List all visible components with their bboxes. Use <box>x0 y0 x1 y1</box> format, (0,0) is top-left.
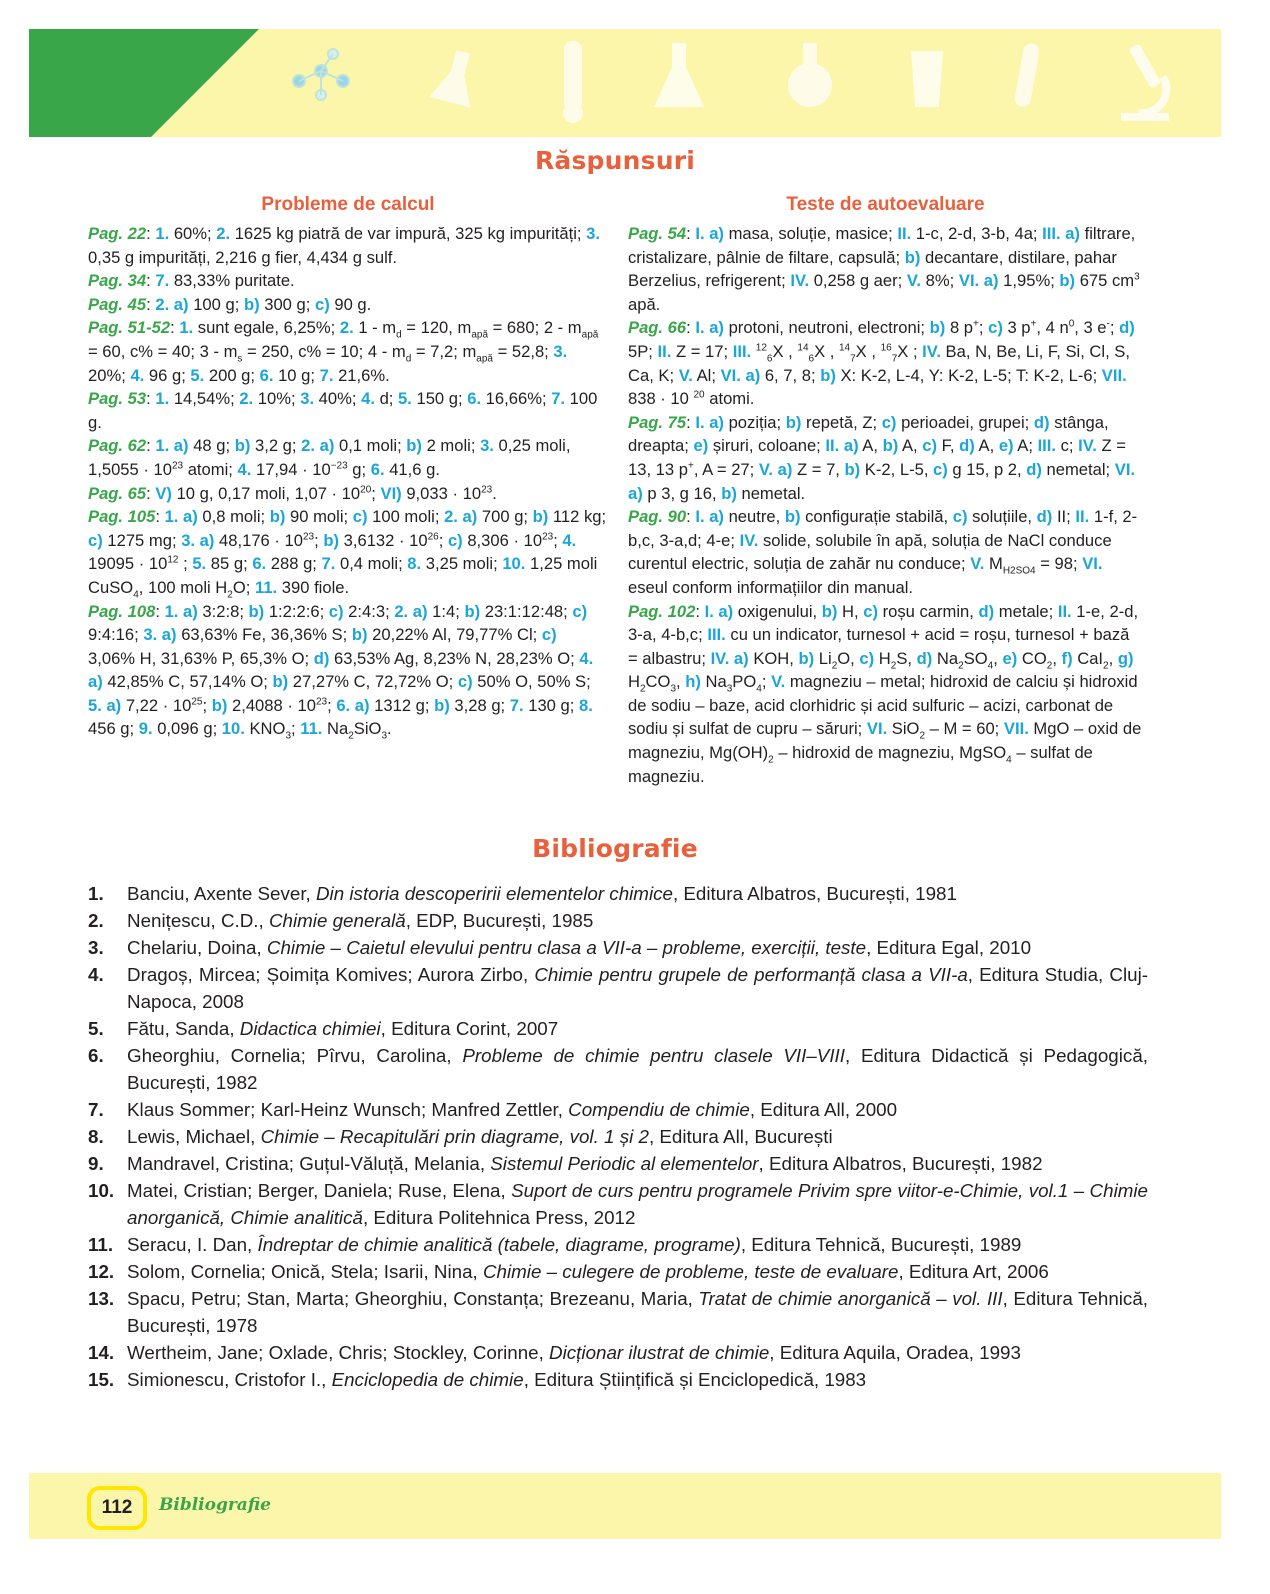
answer-block: Pag. 54: I. a) masa, soluție, masice; II. 1-c, 2-d, 3-b, 4a; III. a) filtrare, cristalizare, pâlnie de filtare, capsulă; b) decantare, distilare, pahar Berzelius, refrigerent; IV. 0,258 g aer; V. 8%; VI. a) 1,95%; b) 675 $cm^3$ apă. <box>628 224 1140 314</box>
bibliography-item-number: 8. <box>88 1126 104 1147</box>
green-corner-shape <box>29 29 259 137</box>
bibliography-item-publisher: , Editura Studia, Cluj-Napoca, 2008 <box>127 964 1148 1012</box>
bibliography-item-publisher: , Editura Aquila, Oradea, 1993 <box>769 1342 1021 1363</box>
bibliography-item-publisher: , Editura Albatros, București, 1982 <box>758 1153 1043 1174</box>
answer-block: Pag. 45: 2. a) 100 g; b) 300 g; c) 90 g. <box>88 294 372 314</box>
bibliography-item <box>88 1258 1148 1285</box>
bibliography-item-title: Didactica chimiei <box>239 1018 381 1039</box>
bibliography-item-number: 14. <box>88 1342 115 1363</box>
bibliography-item-authors: Chelariu, Doina, <box>127 937 267 958</box>
bibliography-item-number: 6. <box>88 1045 104 1066</box>
bibliography-item-number: 1. <box>88 883 104 904</box>
subtitle-probleme-de-calcul: Probleme de calcul <box>261 194 435 215</box>
answer-block: Pag. 102: I. a) oxigenului, b) H, c) roșu carmin, d) metale; II. 1-e, 2-d, 3-a, 4-b,c; III. cu un indicator, turnesol + acid = roșu, turnesol + bază = albastru; IV. a) KOH, b) $Li_2O$, c) $H_2S$, d) $Na_2SO_4$, e) $CO_2$, f) CaI$_2$, g) $H_2CO_3$, h) $Na_3PO_4$; V. magneziu – metal; hidroxid de calciu și hidroxid de sodiu – baze, acid clorhidric și acid sulfuric – acizi, carbonat de sodiu și sulfat de cupru – săruri; VI. SiO$_2$ – M = 60; VII. MgO – oxid de magneziu, $Mg(OH)_2$ – hidroxid de magneziu, MgSO$_4$ – sulfat de magneziu. <box>628 601 1142 786</box>
bibliography-item-title: Chimie pentru grupele de performanță clasa a VII-a <box>534 964 968 985</box>
bibliography-item <box>88 1015 1148 1042</box>
bibliography-item-number: 11. <box>88 1234 114 1255</box>
bibliography-item-title: Compendiu de chimie <box>568 1099 750 1120</box>
bibliography-item <box>88 1285 1148 1339</box>
bibliography-item-title: Tratat de chimie anorganică – vol. III <box>698 1288 1003 1309</box>
bibliography-item-authors: Banciu, Axente Sever, <box>127 883 316 904</box>
bibliography-item-authors: Mandravel, Cristina; Guțul-Văluță, Melania, <box>127 1153 491 1174</box>
microscope-icon <box>1121 43 1169 121</box>
thermometer-icon <box>563 41 583 123</box>
bibliography-item-number: 12. <box>88 1261 115 1282</box>
bibliography-item-number: 13. <box>88 1288 115 1309</box>
bibliography-item-title: Probleme de chimie pentru clasele VII–VIII <box>462 1045 845 1066</box>
bibliography-item-authors: Wertheim, Jane; Oxlade, Chris; Stockley, Corinne, <box>127 1342 550 1363</box>
lab-icons-strip <box>259 29 1221 137</box>
bibliography-item-authors: Klaus Sommer; Karl-Heinz Wunsch; Manfred Zettler, <box>127 1099 569 1120</box>
bibliography-item-authors: Simionescu, Cristofor I., <box>127 1369 332 1390</box>
answer-block: Pag. 53: 1. 14,54%; 2. 10%; 3. 40%; 4. d; 5. 150 g; 6. 16,66%; 7. 100 g. <box>88 389 598 432</box>
bibliography-item-publisher: , Editura Tehnică, București, 1978 <box>127 1288 1148 1336</box>
answer-block: Pag. 22: 1. 60%; 2. 1625 kg piatră de var impură, 325 kg impurități; 3. 0,35 g impurități, 2,216 g fier, 4,434 g sulf. <box>88 224 600 267</box>
bibliography-item-publisher: , Editura All, București <box>648 1126 833 1147</box>
bibliography-item-title: Chimie generală <box>268 910 406 931</box>
bibliography-item-authors: Seracu, I. Dan, <box>127 1234 258 1255</box>
bibliography-item-title: Chimie – Caietul elevului pentru clasa a VII-a – probleme, exerciții, teste <box>266 937 867 958</box>
bibliography-item-authors: Dragoș, Mircea; Șoimița Komives; Aurora Zirbo, <box>127 964 535 985</box>
bibliography-item-publisher: , Editura Corint, 2007 <box>380 1018 559 1039</box>
bibliography-item-number: 2. <box>88 910 104 931</box>
answer-block: Pag. 34: 7. 83,33% puritate. <box>88 271 295 291</box>
bibliography-item-number: 3. <box>88 937 104 958</box>
bibliography-item-number: 5. <box>88 1018 104 1039</box>
bibliography-item-title: Sistemul Periodic al elementelor <box>490 1153 759 1174</box>
bibliography-item <box>88 880 1148 907</box>
page-number: 112 <box>87 1486 147 1530</box>
molecule-icon <box>293 49 349 100</box>
bibliography-item <box>88 907 1148 934</box>
page-title: Răspunsuri <box>534 146 696 175</box>
bibliography-item-authors: Solom, Cornelia; Onică, Stela; Isarii, Nina, <box>127 1261 483 1282</box>
bibliography-item-title: Dicționar ilustrat de chimie <box>549 1342 770 1363</box>
bibliography-item <box>88 934 1148 961</box>
bibliography-item-title: Chimie – culegere de probleme, teste de evaluare <box>482 1261 899 1282</box>
answer-block: Pag. 108: 1. a) 3:2:8; b) 1:2:2:6; c) 2:4:3; 2. a) 1:4; b) 23:1:12:48; c) 9:4:16; 3. a) 63,63% Fe, 36,36% S; b) 20,22% Al, 79,77% Cl; c) 3,06% H, 31,63% P, 65,3% O; d) 63,53% Ag, 8,23% N, 28,23% O; 4. a) 42,85% C, 57,14% O; b) 27,27% C, 72,72% O; c) 50% O, 50% S; 5. a) $7,22 \cdot 10^{25}$; b) $2,4088 \cdot 10^{23}$; 6. a) 1312 g; b) 3,28 g; 7. 130 g; 8. 456 g; 9. 0,096 g; 10. $KNO_3$; 11. $Na_2SiO_3$. <box>88 601 594 742</box>
bibliography-item-publisher: , EDP, București, 1985 <box>405 910 594 931</box>
bibliography-item-title: Suport de curs pentru programele Privim spre viitor-e-Chimie, vol.1 – Chimie anorganică, Chimie analitică <box>127 1180 1149 1228</box>
bibliography-item-number: 4. <box>88 964 104 985</box>
bibliography-list <box>88 880 1148 1393</box>
erlenmeyer-flask-icon <box>654 43 704 107</box>
bibliography-item-authors: Matei, Cristian; Berger, Daniela; Ruse, Elena, <box>127 1180 512 1201</box>
bibliography-item-number: 9. <box>88 1153 104 1174</box>
bibliography-item <box>88 1042 1148 1096</box>
bibliography-item-title: Chimie – Recapitulări prin diagrame, vol. 1 și 2 <box>260 1126 649 1147</box>
footer-section-label: Bibliografie <box>159 1495 272 1515</box>
bibliography-item-publisher: , Editura Art, 2006 <box>898 1261 1049 1282</box>
answer-block: Pag. 105: 1. a) 0,8 moli; b) 90 moli; c) 100 moli; 2. a) 700 g; b) 112 kg; c) 1275 mg; 3. a) $48,176 \cdot 10^{23}$; b) $3,6132 \cdot 10^{26}$; c) $8,306 \cdot 10^{23}$; 4. $19095 \cdot 10^{12}$ ; 5. 85 g; 6. 288 g; 7. 0,4 moli; 8. 3,25 moli; 10. 1,25 moli CuSO$_4$, 100 moli $H_2O$; 11. 390 fiole. <box>88 507 607 601</box>
bibliography-item-publisher: , Editura Albatros, București, 1981 <box>672 883 957 904</box>
bibliography-item <box>88 1366 1148 1393</box>
answer-block: Pag. 51-52: 1. sunt egale, 6,25%; 2. $1 - m_d = 120$, $m_{apă} = 680$; $2 - m_{apă} = 60$, c% = 40; $3 - m_s = 250$, c% = 10; $4 - m_d = 7,2$; $m_{apă} = 52,8$; 3. 20%; 4. 96 g; 5. 200 g; 6. 10 g; 7. 21,6%. <box>88 318 599 385</box>
bibliography-item-authors: Spacu, Petru; Stan, Marta; Gheorghiu, Constanța; Brezeanu, Maria, <box>127 1288 699 1309</box>
bibliography-item-publisher: , Editura Egal, 2010 <box>866 937 1032 958</box>
bibliography-item-title: Din istoria descoperirii elementelor chimice <box>315 883 673 904</box>
answer-block: Pag. 62: 1. a) 48 g; b) 3,2 g; 2. a) 0,1 moli; b) 2 moli; 3. 0,25 moli, $1,5055 \cdot 10^{23}$ atomi; 4. $17,94 \cdot 10^{-23}$ g; 6. 41,6 g. <box>88 436 571 479</box>
answers-right-column <box>628 222 1143 788</box>
bibliography-item <box>88 1096 1148 1123</box>
beaker-icon <box>911 51 943 107</box>
bibliography-item-number: 10. <box>88 1180 115 1201</box>
bibliography-item-authors: Fătu, Sanda, <box>127 1018 240 1039</box>
bibliography-title: Bibliografie <box>532 834 698 863</box>
header-banner <box>29 29 1221 137</box>
bibliography-item <box>88 1231 1148 1258</box>
answer-block: Pag. 75: I. a) poziția; b) repetă, Z; c) perioadei, grupei; d) stânga, dreapta; e) șiruri, coloane; II. a) A, b) A, c) F, d) A, e) A; III. c; IV. Z = 13, 13 p+, A = 27; V. a) Z = 7, b) K-2, L-5, c) g 15, p 2, d) nemetal; VI. a) p 3, g 16, b) nemetal. <box>628 412 1136 503</box>
bibliography-item-publisher: , Editura Politehnica Press, 2012 <box>362 1207 636 1228</box>
bibliography-item-number: 15. <box>88 1369 115 1390</box>
bibliography-item-authors: Gheorghiu, Cornelia; Pîrvu, Carolina, <box>127 1045 463 1066</box>
answer-block: Pag. 65: V) 10 g, 0,17 moli, $1,07 \cdot 10^{20}$; VI) $9,033 \cdot 10^{23}$. <box>88 483 497 503</box>
bibliography-item-publisher: , Editura Tehnică, București, 1989 <box>740 1234 1022 1255</box>
bibliography-item <box>88 1123 1148 1150</box>
flask-icon <box>430 47 484 108</box>
bibliography-item <box>88 1339 1148 1366</box>
bibliography-item-title: Îndreptar de chimie analitică (tabele, diagrame, programe) <box>257 1234 741 1255</box>
answer-block: Pag. 90: I. a) neutre, b) configurație stabilă, c) soluțiile, d) II; II. 1-f, 2-b,c, 3-a,d; 4-e; IV. solide, solubile în apă, soluția de NaCl conduce curentul electric, soluția de zahăr nu conduce; V. $M_{H2SO4} = 98$; VI. eseul conform informațiilor din manual. <box>628 507 1138 597</box>
bibliography-item <box>88 1177 1148 1231</box>
bibliography-item <box>88 961 1148 1015</box>
bibliography-item <box>88 1150 1148 1177</box>
answers-left-column <box>88 222 608 741</box>
subtitle-teste-de-autoevaluare: Teste de autoevaluare <box>786 194 985 215</box>
bibliography-item-publisher: , Editura Științifică și Enciclopedică, 1983 <box>523 1369 867 1390</box>
bibliography-item-publisher: , Editura All, 2000 <box>749 1099 898 1120</box>
bibliography-item-number: 7. <box>88 1099 104 1120</box>
page-footer <box>29 1473 1221 1539</box>
bibliography-item-authors: Nenițescu, C.D., <box>127 910 269 931</box>
bibliography-item-title: Enciclopedia de chimie <box>331 1369 524 1390</box>
test-tube-icon <box>1014 42 1041 108</box>
round-flask-icon <box>788 43 832 107</box>
answer-block: Pag. 66: I. a) protoni, neutroni, electroni; b) 8 p+; c) 3 p+, 4 $n^0$, 3 e-; d) 5P; II. Z = 17; III. $^{12}_6$X , $^{14}_6$X , $^{14}_7$X , $^{16}_7$X ; IV. Ba, N, Be, Li, F, Si, Cl, S, Ca, K; V. Al; VI. a) 6, 7, 8; b) X: K-2, L-4, Y: K-2, L-5; T: K-2, L-6; VII. 838 · 10 $^{20}$ atomi. <box>628 318 1135 409</box>
bibliography-item-publisher: , Editura Didactică și Pedagogică, București, 1982 <box>127 1045 1148 1093</box>
bibliography-item-authors: Lewis, Michael, <box>127 1126 261 1147</box>
